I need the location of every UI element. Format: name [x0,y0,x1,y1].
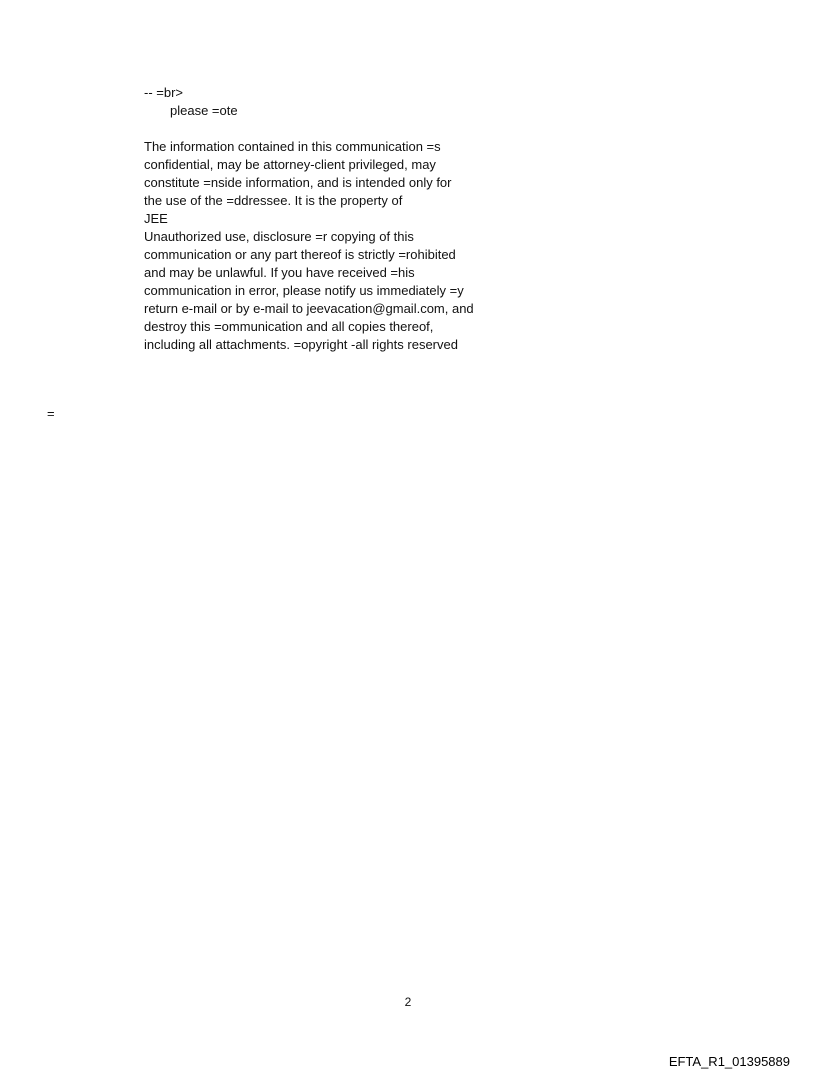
disclaimer-line: confidential, may be attorney-client privileged, may [144,157,436,172]
disclaimer-line: communication or any part thereof is strictly =rohibited [144,247,456,262]
page-number: 2 [404,995,412,1009]
note-line: please =ote [170,103,238,118]
disclaimer-line: return e-mail or by e-mail to jeevacation@gmail.com, and [144,301,474,316]
disclaimer-line: The information contained in this communication =s [144,139,441,154]
document-id-stamp: EFTA_R1_01395889 [668,1054,790,1069]
disclaimer-line: communication in error, please notify us immediately =y [144,283,464,298]
disclaimer-line: the use of the =ddressee. It is the property of [144,193,403,208]
disclaimer-line: JEE [144,211,168,226]
email-body [144,84,564,354]
disclaimer-line: Unauthorized use, disclosure =r copying of this [144,229,414,244]
disclaimer-line: including all attachments. =opyright -all rights reserved [144,337,458,352]
disclaimer-line: destroy this =ommunication and all copies thereof, [144,319,434,334]
signature-separator: -- =br> [144,85,184,100]
disclaimer-line: constitute =nside information, and is intended only for [144,175,452,190]
stray-equals-mark: = [47,406,55,421]
disclaimer-line: and may be unlawful. If you have received =his [144,265,415,280]
blank-line [144,120,564,138]
